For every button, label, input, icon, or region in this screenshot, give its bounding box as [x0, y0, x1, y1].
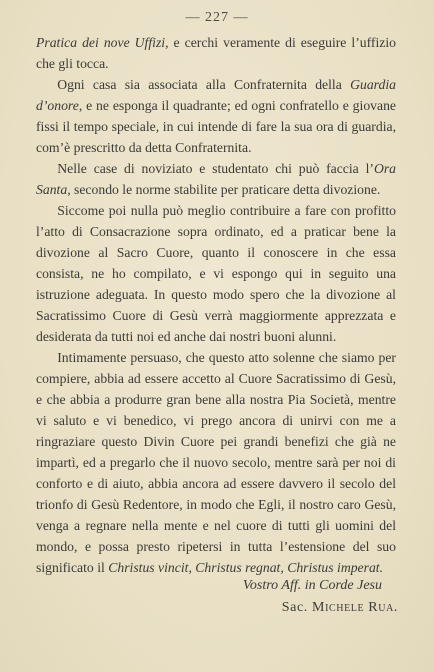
paragraph: [36, 74, 396, 158]
paragraph: [36, 32, 396, 74]
italic-text: Ora Santa: [36, 161, 396, 197]
signature-name-line: [36, 600, 398, 616]
italic-text: Christus vincit, Christus regnat, Christus imperat.: [108, 560, 384, 575]
text-run: Siccome poi nulla può meglio contribuire a fare con profitto l’atto di Consacrazione sopra ordinato, ed a praticar bene la divozione al Sacro Cuore, quanto il conoscere in che essa consista, ne ho compilato, e vi espongo qui in seguito una istruzione adeguata. In questo modo spero che la divozione al Sacratissimo Cuore di Gesù verrà maggiormente apprezzata e desiderata da tutti noi ed anche dai nostri buoni alunni.: [36, 203, 396, 344]
text-run: , e ne esponga il quadrante; ed ogni confratello e giovane fissi il tempo speciale, in cui intende di fare la sua ora di guardia, com’è prescritto da detta Confraternita.: [36, 98, 396, 155]
paragraph: [36, 347, 396, 578]
page-number: — 227 —: [185, 10, 249, 25]
text-run: , secondo le norme stabilite per praticare detta divozione.: [67, 182, 381, 197]
text-run: Ogni casa sia associata alla Confraternita della: [57, 77, 351, 92]
italic-text: Guardia d’onore: [36, 77, 396, 113]
paragraph: [36, 158, 396, 200]
text-run: , e cerchi veramente di eseguire l’uffizio che gli tocca.: [36, 35, 396, 71]
body-text: [36, 32, 396, 578]
signature-title: Sac.: [281, 600, 308, 615]
text-run: Intimamente persuaso, che questo atto solenne che siamo per compiere, abbia ad essere accetto al Cuore Sacratissimo di Gesù, e che abbia a produrre gran bene alla nostra Pia Società, mentre vi saluto e vi benedico, vi prego ancora di unirvi con me a ringraziare questo Divin Cuore pei grandi benefizi che già ne impartì, ed a pregarlo che il nuovo secolo, mentre sarà per noi di conforto e di aiuto, abbia ancora ad essere davvero il secolo del trionfo di Gesù Redentore, in modo che Egli, il nostro caro Gesù, venga a regnare nella mente e nel cuore di tutti gli uomini del mondo, e possa presto ripetersi in tutta l’estensione del suo significato il: [36, 350, 396, 575]
signature-name: Michele Rua.: [312, 600, 398, 615]
italic-text: Pratica dei nove Uffizi: [36, 35, 166, 50]
signature-closing: Vostro Aff. in Corde Jesu: [242, 578, 382, 593]
paragraph: [36, 200, 396, 347]
text-run: Nelle case di noviziato e studentato chi può faccia l’: [57, 161, 374, 176]
